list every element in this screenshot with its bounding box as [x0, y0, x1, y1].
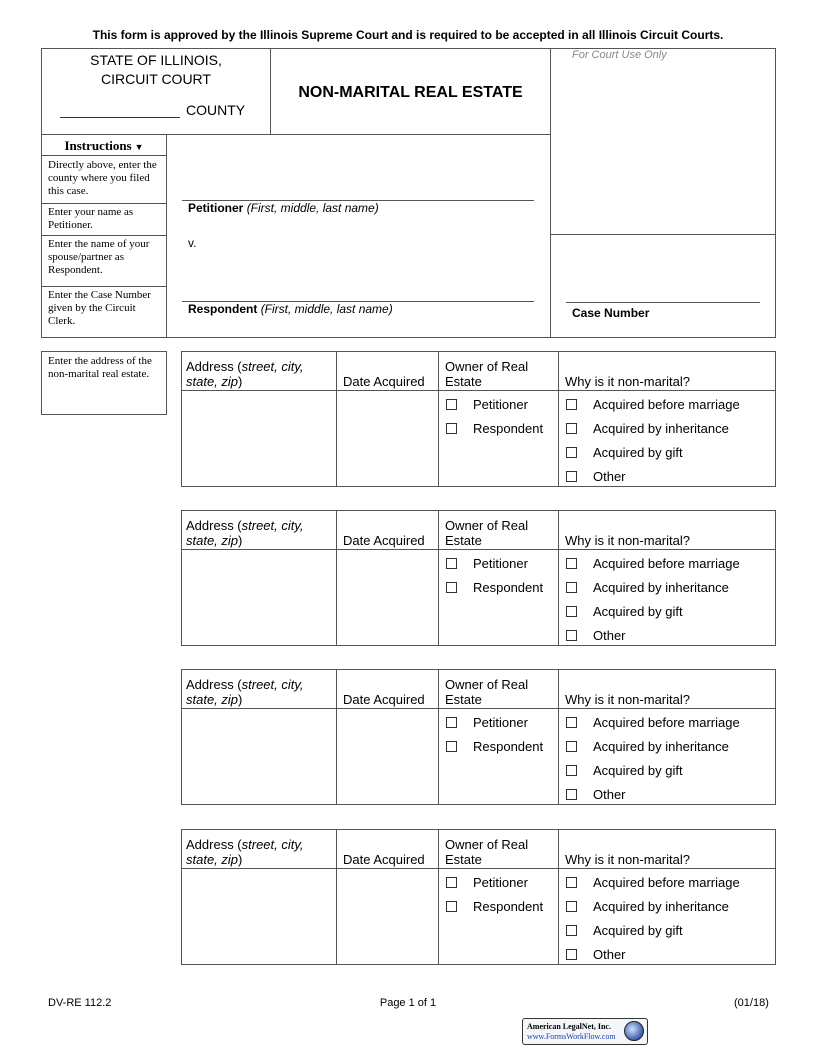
owner-option-petitioner[interactable]: Petitioner — [446, 397, 528, 412]
date-acquired-header: Date Acquired — [343, 692, 425, 707]
reason-option-gift[interactable]: Acquired by gift — [566, 763, 683, 778]
address-field[interactable] — [183, 392, 334, 485]
reason-option-other[interactable]: Other — [566, 787, 626, 802]
checkbox[interactable] — [566, 901, 577, 912]
checkbox[interactable] — [446, 717, 457, 728]
county-label: COUNTY — [186, 102, 246, 118]
checkbox[interactable] — [566, 423, 577, 434]
case-number-label: Case Number — [572, 306, 650, 320]
address-field[interactable] — [183, 551, 334, 644]
form-code: DV-RE 112.2 — [48, 997, 112, 1009]
reason-option-before-marriage[interactable]: Acquired before marriage — [566, 715, 740, 730]
reason-option-gift[interactable]: Acquired by gift — [566, 923, 683, 938]
address-header: Address (street, city, state, zip) — [186, 518, 304, 548]
triangle-down-icon: ▼ — [134, 142, 144, 152]
address-header: Address (street, city, state, zip) — [186, 837, 304, 867]
checkbox[interactable] — [566, 741, 577, 752]
checkbox[interactable] — [566, 949, 577, 960]
badge-url: www.FormsWorkFlow.com — [527, 1032, 616, 1041]
badge-company: American LegalNet, Inc. — [527, 1022, 611, 1031]
date-acquired-header: Date Acquired — [343, 852, 425, 867]
checkbox[interactable] — [566, 925, 577, 936]
checkbox[interactable] — [566, 606, 577, 617]
date-acquired-field[interactable] — [338, 551, 436, 644]
reason-option-before-marriage[interactable]: Acquired before marriage — [566, 397, 740, 412]
date-acquired-header: Date Acquired — [343, 533, 425, 548]
reason-option-inheritance[interactable]: Acquired by inheritance — [566, 739, 729, 754]
globe-icon — [624, 1021, 644, 1041]
state-label: STATE OF ILLINOIS, — [90, 52, 222, 68]
checkbox[interactable] — [566, 399, 577, 410]
owner-option-petitioner[interactable]: Petitioner — [446, 556, 528, 571]
address-field[interactable] — [183, 870, 334, 963]
checkbox[interactable] — [566, 447, 577, 458]
county-input[interactable] — [60, 117, 180, 118]
approval-notice: This form is approved by the Illinois Supreme Court and is required to be accepted in all Illinois Circuit Courts. — [92, 28, 724, 42]
why-non-marital-header: Why is it non-marital? — [565, 533, 690, 548]
reason-option-before-marriage[interactable]: Acquired before marriage — [566, 875, 740, 890]
petitioner-label: Petitioner (First, middle, last name) — [188, 201, 379, 215]
checkbox[interactable] — [446, 741, 457, 752]
checkbox[interactable] — [446, 423, 457, 434]
court-use-label: For Court Use Only — [572, 49, 667, 61]
owner-option-respondent[interactable]: Respondent — [446, 899, 543, 914]
checkbox[interactable] — [566, 471, 577, 482]
instruction-case-number: Enter the Case Number given by the Circuit Clerk. — [48, 289, 151, 327]
case-number-input[interactable] — [566, 302, 760, 303]
page-number: Page 1 of 1 — [379, 997, 437, 1009]
reason-option-other[interactable]: Other — [566, 947, 626, 962]
reason-option-inheritance[interactable]: Acquired by inheritance — [566, 899, 729, 914]
circuit-court-label: CIRCUIT COURT — [101, 71, 211, 87]
checkbox[interactable] — [446, 399, 457, 410]
address-instruction: Enter the address of the non-marital real estate. — [48, 355, 152, 380]
owner-option-respondent[interactable]: Respondent — [446, 739, 543, 754]
checkbox[interactable] — [446, 877, 457, 888]
owner-option-respondent[interactable]: Respondent — [446, 421, 543, 436]
date-acquired-header: Date Acquired — [343, 374, 425, 389]
checkbox[interactable] — [566, 765, 577, 776]
checkbox[interactable] — [446, 558, 457, 569]
checkbox[interactable] — [566, 789, 577, 800]
reason-option-other[interactable]: Other — [566, 628, 626, 643]
reason-option-before-marriage[interactable]: Acquired before marriage — [566, 556, 740, 571]
address-header: Address (street, city, state, zip) — [186, 359, 304, 389]
reason-option-other[interactable]: Other — [566, 469, 626, 484]
checkbox[interactable] — [566, 582, 577, 593]
why-non-marital-header: Why is it non-marital? — [565, 692, 690, 707]
date-acquired-field[interactable] — [338, 870, 436, 963]
owner-option-petitioner[interactable]: Petitioner — [446, 715, 528, 730]
owner-option-petitioner[interactable]: Petitioner — [446, 875, 528, 890]
date-acquired-field[interactable] — [338, 710, 436, 803]
owner-option-respondent[interactable]: Respondent — [446, 580, 543, 595]
address-field[interactable] — [183, 710, 334, 803]
respondent-label: Respondent (First, middle, last name) — [188, 302, 393, 316]
form-title: NON-MARITAL REAL ESTATE — [298, 84, 523, 101]
owner-header: Owner of Real Estate — [445, 677, 529, 707]
why-non-marital-header: Why is it non-marital? — [565, 852, 690, 867]
checkbox[interactable] — [566, 877, 577, 888]
owner-header: Owner of Real Estate — [445, 837, 529, 867]
revision-date: (01/18) — [734, 997, 769, 1009]
reason-option-gift[interactable]: Acquired by gift — [566, 445, 683, 460]
address-header: Address (street, city, state, zip) — [186, 677, 304, 707]
why-non-marital-header: Why is it non-marital? — [565, 374, 690, 389]
owner-header: Owner of Real Estate — [445, 518, 529, 548]
owner-header: Owner of Real Estate — [445, 359, 529, 389]
checkbox[interactable] — [446, 901, 457, 912]
instructions-heading: Instructions ▼ — [64, 138, 144, 153]
date-acquired-field[interactable] — [338, 392, 436, 485]
instruction-county: Directly above, enter the county where you filed this case. — [48, 159, 157, 197]
reason-option-gift[interactable]: Acquired by gift — [566, 604, 683, 619]
checkbox[interactable] — [566, 717, 577, 728]
instruction-petitioner: Enter your name as Petitioner. — [48, 206, 134, 231]
checkbox[interactable] — [566, 630, 577, 641]
legalnet-badge — [522, 1018, 648, 1045]
reason-option-inheritance[interactable]: Acquired by inheritance — [566, 580, 729, 595]
checkbox[interactable] — [446, 582, 457, 593]
reason-option-inheritance[interactable]: Acquired by inheritance — [566, 421, 729, 436]
instruction-respondent: Enter the name of your spouse/partner as Respondent. — [48, 238, 150, 276]
versus-label: v. — [188, 236, 197, 250]
checkbox[interactable] — [566, 558, 577, 569]
